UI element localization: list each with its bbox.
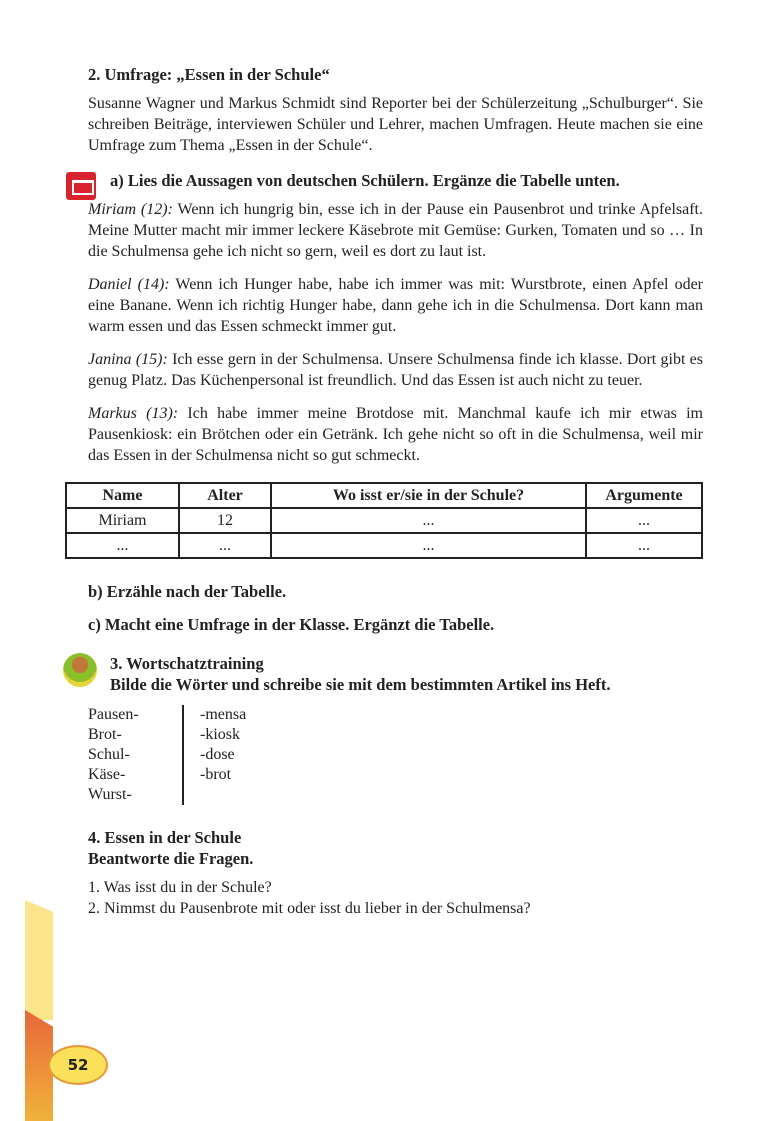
header-argumente: Argumente <box>586 483 702 508</box>
word-right-1: -kiosk <box>200 726 240 743</box>
word-left-3: Käse- <box>88 766 126 783</box>
section2-title: 2. Umfrage: „Essen in der Schule“ <box>88 65 330 84</box>
task-a-heading: a) Lies die Aussagen von deutschen Schülern. Ergänze die Tabelle unten. <box>110 171 620 190</box>
student-icon <box>63 653 97 687</box>
task-a-row <box>88 170 703 191</box>
table-header-row <box>66 483 702 508</box>
statement-daniel <box>88 274 703 337</box>
section3-instruction: Bilde die Wörter und schreibe sie mit dem bestimmten Artikel ins Heft. <box>110 675 611 694</box>
cell: 12 <box>179 508 271 533</box>
word-column-right <box>184 705 246 805</box>
question-2: 2. Nimmst du Pausenbrote mit oder isst du lieber in der Schulmensa? <box>88 900 531 917</box>
statement-miriam <box>88 199 703 262</box>
speaker: Markus (13): <box>88 405 179 422</box>
statement-text: Wenn ich Hunger habe, habe ich immer was mit: Wurstbrote, einen Apfel oder eine Banane. Wenn ich richtig Hunger habe, dann gehe ich in die Schulmensa. Dort kann man warm essen und das Essen schmeckt immer gut. <box>88 276 704 335</box>
speaker: Miriam (12): <box>88 201 173 218</box>
word-left-2: Schul- <box>88 746 130 763</box>
page-number: 52 <box>48 1045 108 1085</box>
statement-markus <box>88 403 703 466</box>
cell: ... <box>586 533 702 558</box>
question-1: 1. Was isst du in der Schule? <box>88 879 272 896</box>
word-list <box>88 705 703 805</box>
word-left-1: Brot- <box>88 726 122 743</box>
page-content <box>88 64 703 919</box>
table-row <box>66 533 702 558</box>
header-wo: Wo isst er/sie in der Schule? <box>271 483 586 508</box>
cell: Miriam <box>66 508 179 533</box>
statement-text: Ich habe immer meine Brotdose mit. Manchmal kaufe ich mir etwas im Pausenkiosk: ein Brötchen oder ein Getränk. Ich gehe nicht so oft in die Schulmensa, weil mir das Essen in der Schulmensa nicht so gut schmeckt. <box>88 405 703 464</box>
section4-title: 4. Essen in der Schule <box>88 828 242 847</box>
section3-title: 3. Wortschatztraining <box>110 654 264 673</box>
section2-intro: Susanne Wagner und Markus Schmidt sind Reporter bei der Schülerzeitung „Schulburger“. Sie schreiben Beiträge, interviewen Schüler und Lehrer, machen Umfragen. Heute machen sie eine Umfrage zum Thema „Essen in der Schule“. <box>88 95 703 154</box>
cell: ... <box>586 508 702 533</box>
cell: ... <box>66 533 179 558</box>
statement-text: Ich esse gern in der Schulmensa. Unsere Schulmensa finde ich klasse. Dort gibt es genug Platz. Das Küchenpersonal ist freundlich. Und das Essen ist auch nicht zu teuer. <box>88 351 704 389</box>
task-c: c) Macht eine Umfrage in der Klasse. Ergänzt die Tabelle. <box>88 615 495 634</box>
header-name: Name <box>66 483 179 508</box>
book-icon <box>66 172 96 200</box>
statement-text: Wenn ich hungrig bin, esse ich in der Pause ein Pausenbrot und trinke Apfelsaft. Meine Mutter macht mir immer leckere Käsebrote mit Gemüse: Gurken, Tomaten und so … In die Schulmensa gehe ich nicht so gern, weil es dort zu laut ist. <box>88 201 703 260</box>
header-alter: Alter <box>179 483 271 508</box>
section4-instruction: Beantworte die Fragen. <box>88 849 254 868</box>
cell: ... <box>179 533 271 558</box>
task-b: b) Erzähle nach der Tabelle. <box>88 582 287 601</box>
word-right-0: -mensa <box>200 706 247 723</box>
word-right-3: -brot <box>200 766 232 783</box>
word-right-2: -dose <box>200 746 235 763</box>
decorative-strip-yellow <box>25 900 53 1020</box>
survey-table <box>65 482 703 559</box>
speaker: Daniel (14): <box>88 276 170 293</box>
statement-janina <box>88 349 703 391</box>
cell: ... <box>271 508 586 533</box>
word-left-0: Pausen- <box>88 706 139 723</box>
speaker: Janina (15): <box>88 351 168 368</box>
cell: ... <box>271 533 586 558</box>
word-column-left <box>88 705 184 805</box>
section3-header <box>88 653 703 695</box>
word-left-4: Wurst- <box>88 786 132 803</box>
table-row <box>66 508 702 533</box>
